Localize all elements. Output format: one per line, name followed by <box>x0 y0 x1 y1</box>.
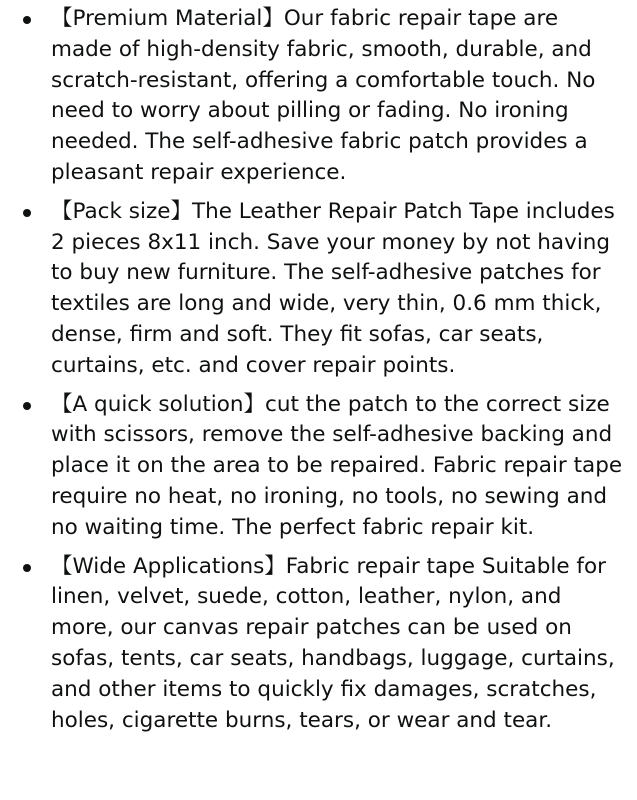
bullet-dot-icon <box>23 564 31 572</box>
bullet-dot-icon <box>23 16 31 24</box>
feature-bullet-text: 【A quick solution】cut the patch to the correct size with scissors, remove the self-adhesive backing and place it on the area to be repaired. Fabric repair tape require no heat, no ironing, no tools, no sewing and no waiting time. The perfect fabric repair kit. <box>51 391 623 540</box>
feature-bullet-quick-solution <box>0 390 637 544</box>
feature-bullet-pack-size <box>0 197 637 382</box>
feature-bullet-text: 【Pack size】The Leather Repair Patch Tape includes 2 pieces 8x11 inch. Save your money by not having to buy new furniture. The self-adhesive patches for textiles are long and wide, very thin, 0.6 mm thick, dense, firm and soft. They fit sofas, car seats, curtains, etc. and cover repair points. <box>51 198 615 378</box>
bullet-dot-icon <box>23 402 31 410</box>
feature-bullet-text: 【Wide Applications】Fabric repair tape Suitable for linen, velvet, suede, cotton, leather, nylon, and more, our canvas repair patches can be used on sofas, tents, car seats, handbags, luggage, curtains, and other items to quickly fix damages, scratches, holes, cigarette burns, tears, or wear and tear. <box>51 553 615 733</box>
bullet-dot-icon <box>23 209 31 217</box>
feature-bullet-text: 【Premium Material】Our fabric repair tape are made of high-density fabric, smooth, durable, and scratch-resistant, offering a comfortable touch. No need to worry about pilling or fading. No ironing needed. The self-adhesive fabric patch provides a pleasant repair experience. <box>51 6 596 185</box>
feature-bullet-list <box>0 4 637 744</box>
feature-bullet-premium-material <box>0 4 637 189</box>
feature-bullet-wide-applications <box>0 552 637 737</box>
